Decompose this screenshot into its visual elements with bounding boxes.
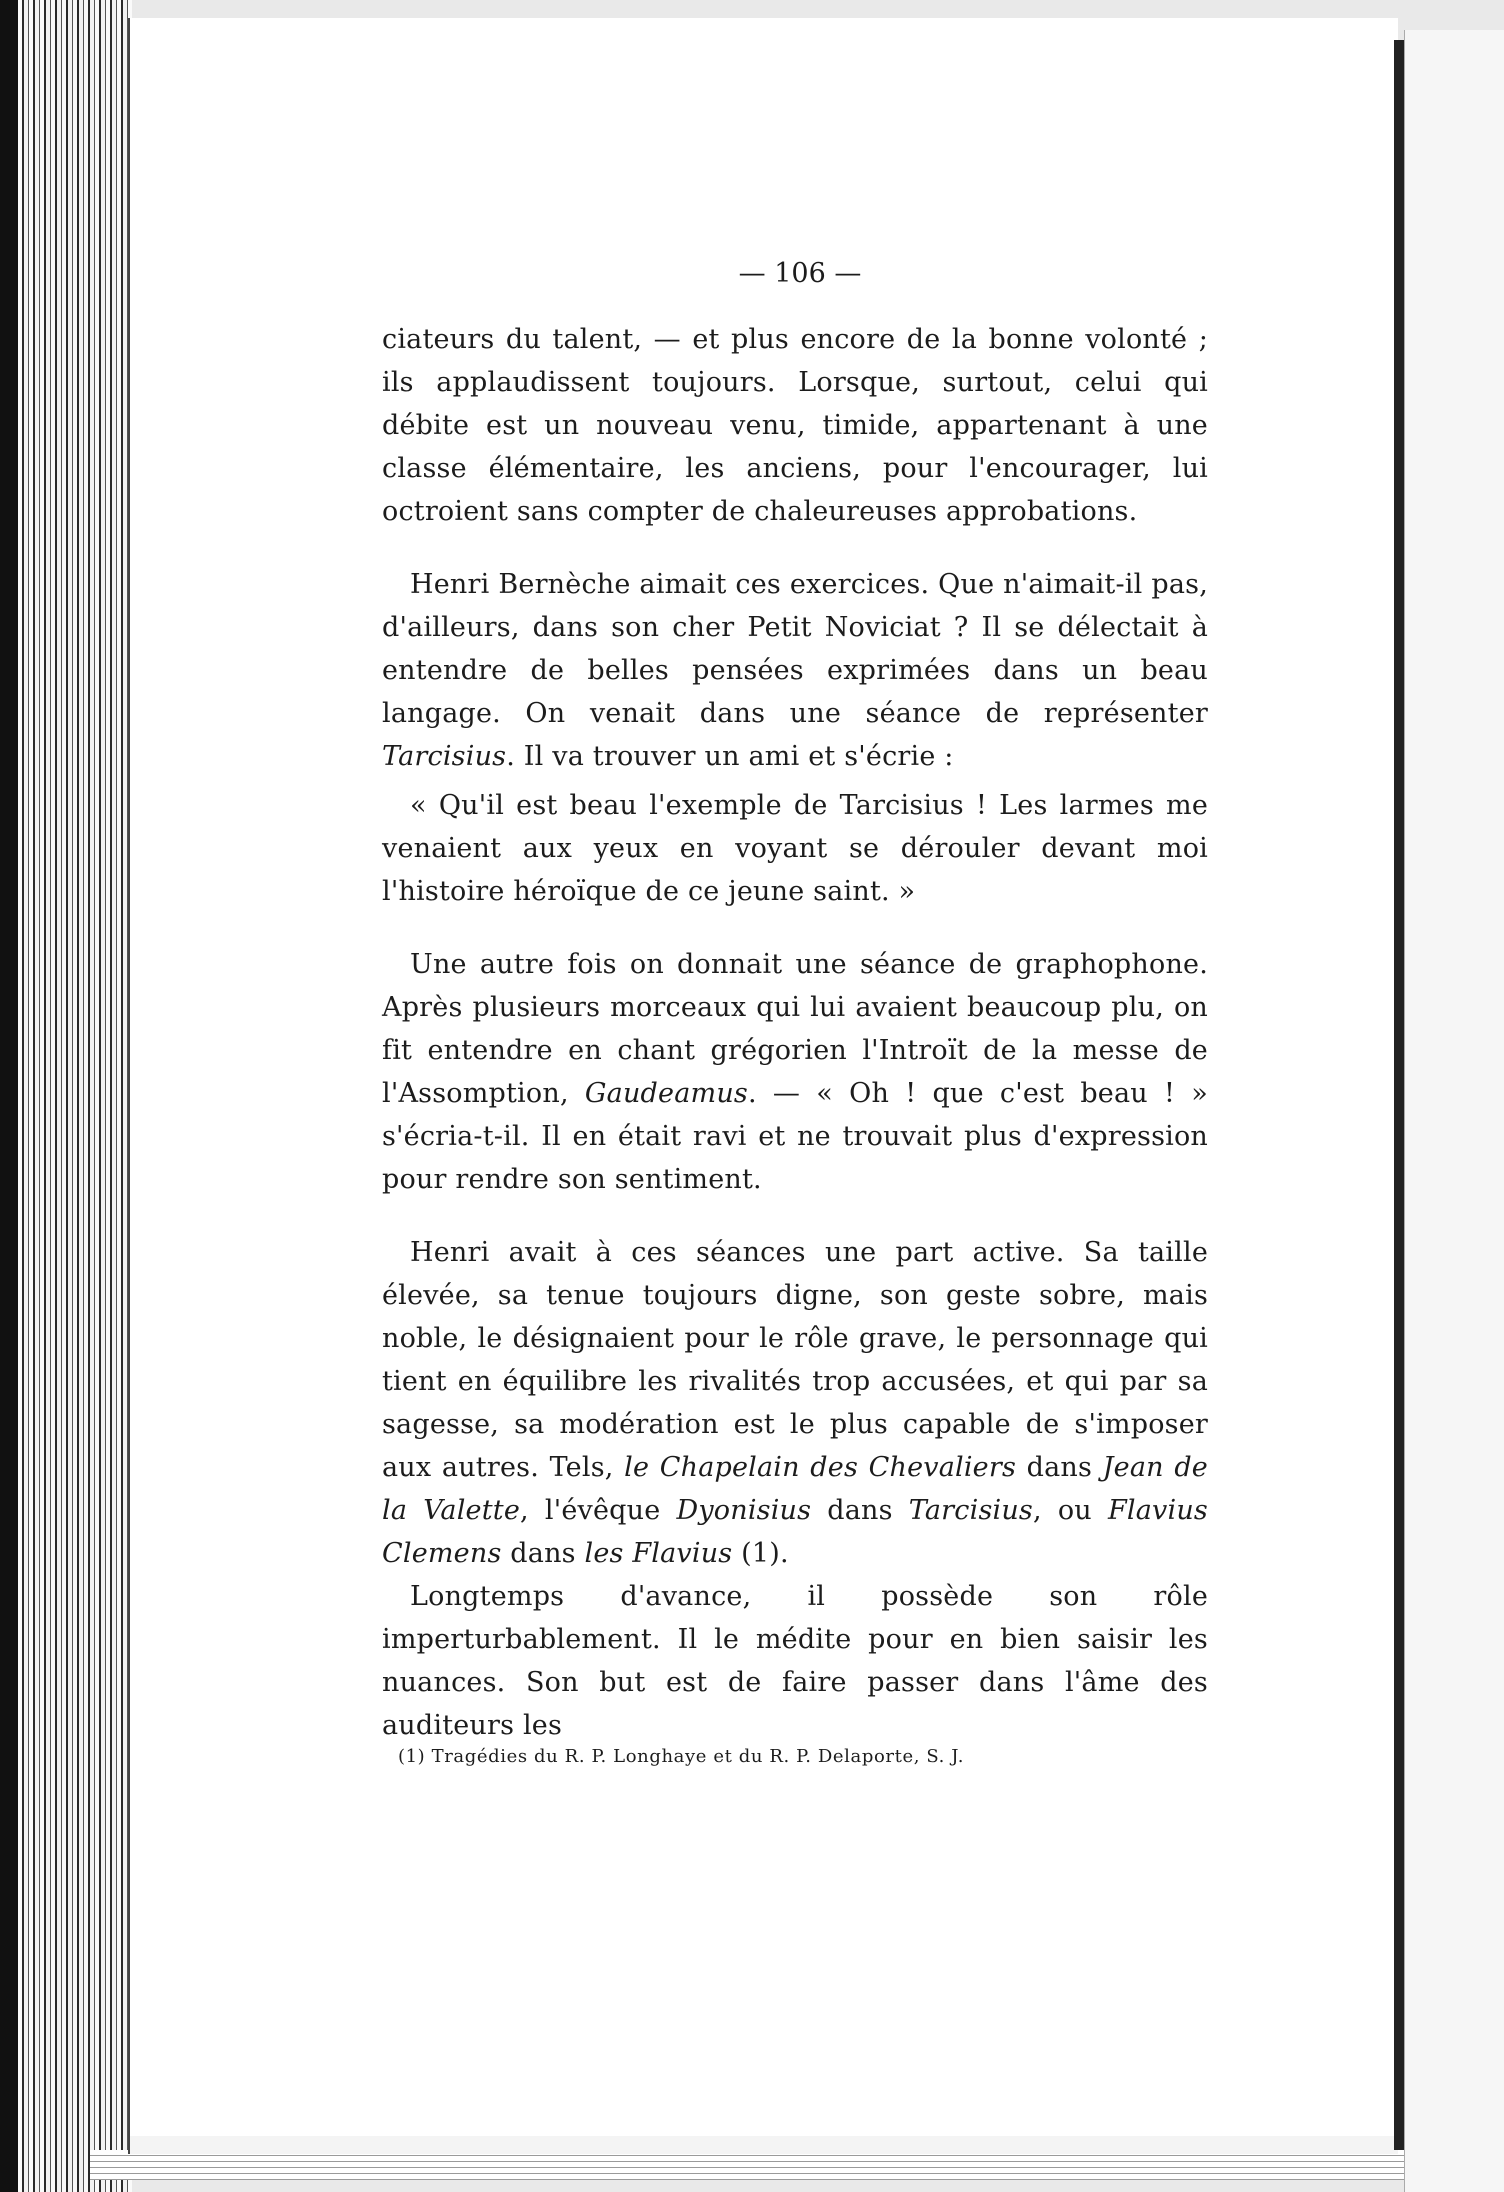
facing-page-edge — [1404, 30, 1504, 2192]
paragraph-2: Henri Bernèche aimait ces exercices. Que n'aimait-il pas, d'ailleurs, dans son cher Petit Noviciat ? Il se délectait à entendre de belles pensées exprimées dans un beau langage. On venait dans une séance de représenter Tarcisius. Il va trouver un ami et s'écrie : — [382, 569, 1208, 772]
body-text — [382, 318, 1208, 1777]
quote-paragraph: « Qu'il est beau l'exemple de Tarcisius ! Les larmes me venaient aux yeux en voyant se dérouler devant moi l'histoire héroïque de ce jeune saint. » — [382, 790, 1208, 907]
book-bottom-page-edges — [90, 2150, 1420, 2180]
paragraph-3: Une autre fois on donnait une séance de graphophone. Après plusieurs morceaux qui lui avaient beaucoup plu, on fit entendre en chant grégorien l'Introït de la messe de l'Assomption, Gaudeamus. — « Oh ! que c'est beau ! » s'écria-t-il. Il en était ravi et ne trouvait plus d'expression pour rendre son sentiment. — [382, 949, 1208, 1195]
paragraph-5: Longtemps d'avance, il possède son rôle imperturbablement. Il le médite pour en bien saisir les nuances. Son but est de faire passer dans l'âme des auditeurs les — [382, 1581, 1208, 1741]
paragraph-1: ciateurs du talent, — et plus encore de la bonne volonté ; ils applaudissent toujours. Lorsque, surtout, celui qui débite est un nouveau venu, timide, appartenant à une classe élémentaire, les anciens, pour l'encourager, lui octroient sans compter de chaleureuses approbations. — [382, 324, 1208, 527]
paragraph-4: Henri avait à ces séances une part active. Sa taille élevée, sa tenue toujours digne, son geste sobre, mais noble, le désignaient pour le rôle grave, le personnage qui tient en équilibre les rivalités trop accusées, et qui par sa sagesse, sa modération est le plus capable de s'imposer aux autres. Tels, le Chapelain des Chevaliers dans Jean de la Valette, l'évêque Dyonisius dans Tarcisius, ou Flavius Clemens dans les Flavius (1). — [382, 1237, 1208, 1569]
footnote: (1) Tragédies du R. P. Longhaye et du R. P. Delaporte, S. J. — [398, 1746, 965, 1767]
book-gutter-shadow — [1394, 40, 1404, 2150]
book-left-page-edges — [0, 0, 132, 2192]
page-number: — 106 — — [738, 258, 862, 289]
